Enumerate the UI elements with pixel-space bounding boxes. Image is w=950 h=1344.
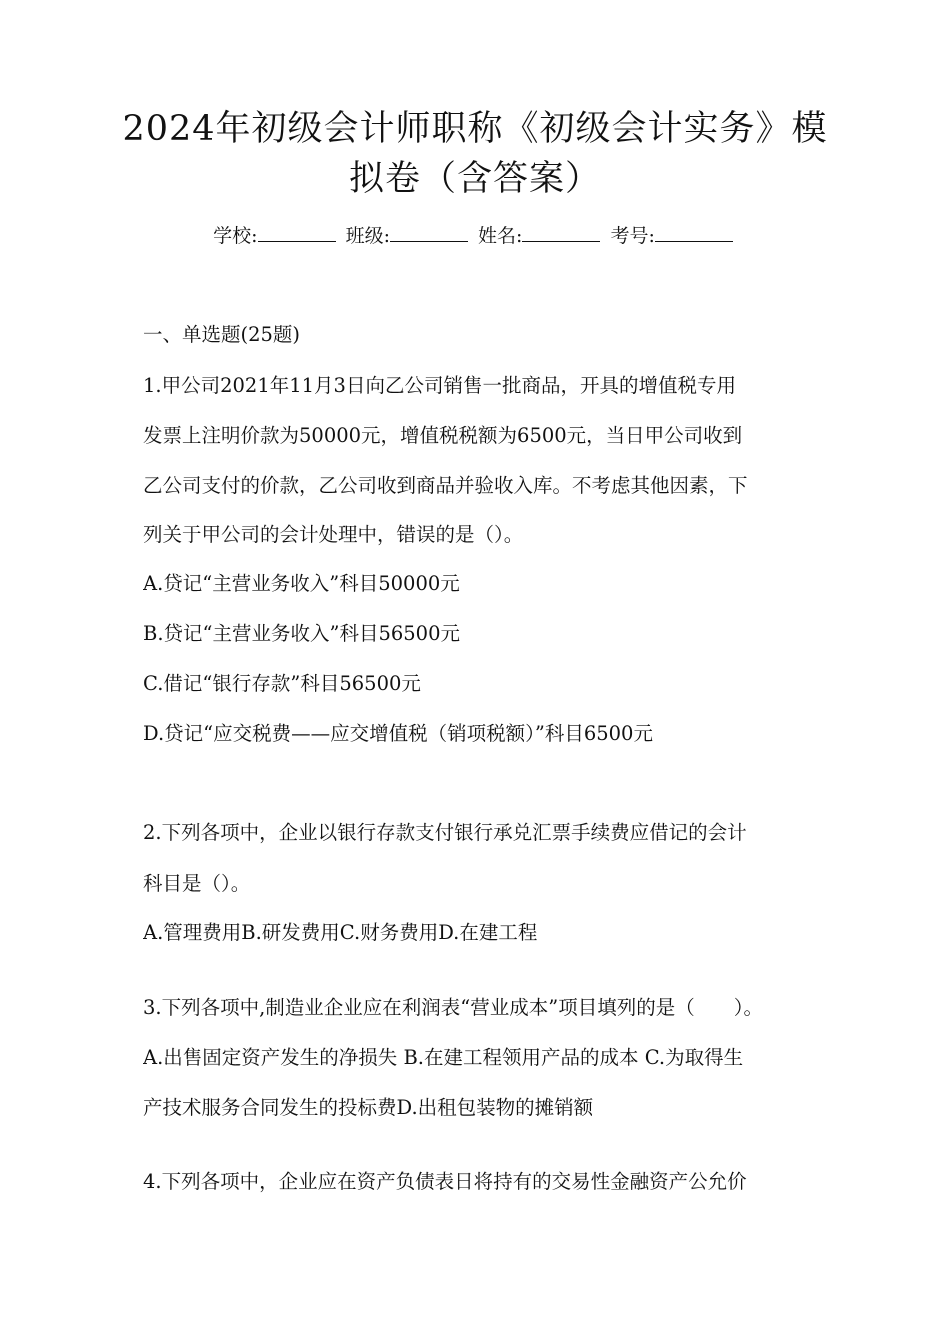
doc-title-line2: 拟卷（含答案） bbox=[348, 159, 601, 199]
question-3-line: 产技术服务合同发生的投标费D.出租包装物的摊销额 bbox=[143, 1096, 594, 1119]
question-3-stem: 3.下列各项中,制造业企业应在利润表“营业成本”项目填列的是（ ）。 bbox=[143, 996, 763, 1019]
school-blank bbox=[258, 223, 336, 242]
question-4-line: 4.下列各项中，企业应在资产负债表日将持有的交易性金融资产公允价 bbox=[143, 1170, 747, 1193]
question-1-option: D.贷记“应交税费——应交增值税（销项税额）”科目6500元 bbox=[143, 722, 653, 745]
school-label: 学校: bbox=[213, 225, 258, 247]
exam-no-blank bbox=[655, 223, 733, 242]
class-label: 班级: bbox=[345, 225, 390, 247]
question-1-line: 1.甲公司2021年11月3日向乙公司销售一批商品，开具的增值税专用 bbox=[143, 374, 736, 397]
question-1-line: 乙公司支付的价款，乙公司收到商品并验收入库。不考虑其他因素，下 bbox=[143, 474, 748, 497]
class-blank bbox=[390, 223, 468, 242]
exam-no-label: 考号: bbox=[610, 225, 655, 247]
section-heading: 一、单选题(25题) bbox=[143, 323, 301, 346]
name-blank bbox=[522, 223, 600, 242]
question-3-line: A.出售固定资产发生的净损失 B.在建工程领用产品的成本 C.为取得生 bbox=[143, 1046, 744, 1069]
question-2-line: 科目是（）。 bbox=[143, 872, 251, 895]
name-label: 姓名: bbox=[478, 225, 523, 247]
doc-title-line1: 2024年初级会计师职称《初级会计实务》模 bbox=[122, 109, 828, 149]
question-1-line: 列关于甲公司的会计处理中，错误的是（）。 bbox=[143, 523, 524, 546]
student-info-line bbox=[0, 222, 950, 250]
question-2-line: 2.下列各项中，企业以银行存款支付银行承兑汇票手续费应借记的会计 bbox=[143, 821, 747, 844]
question-1-option: C.借记“银行存款”科目56500元 bbox=[143, 672, 421, 695]
question-1-line: 发票上注明价款为50000元，增值税税额为6500元，当日甲公司收到 bbox=[143, 424, 743, 447]
question-1-option: B.贷记“主营业务收入”科目56500元 bbox=[143, 622, 460, 645]
question-1-option: A.贷记“主营业务收入”科目50000元 bbox=[143, 572, 460, 595]
question-2-options: A.管理费用B.研发费用C.财务费用D.在建工程 bbox=[143, 921, 538, 944]
